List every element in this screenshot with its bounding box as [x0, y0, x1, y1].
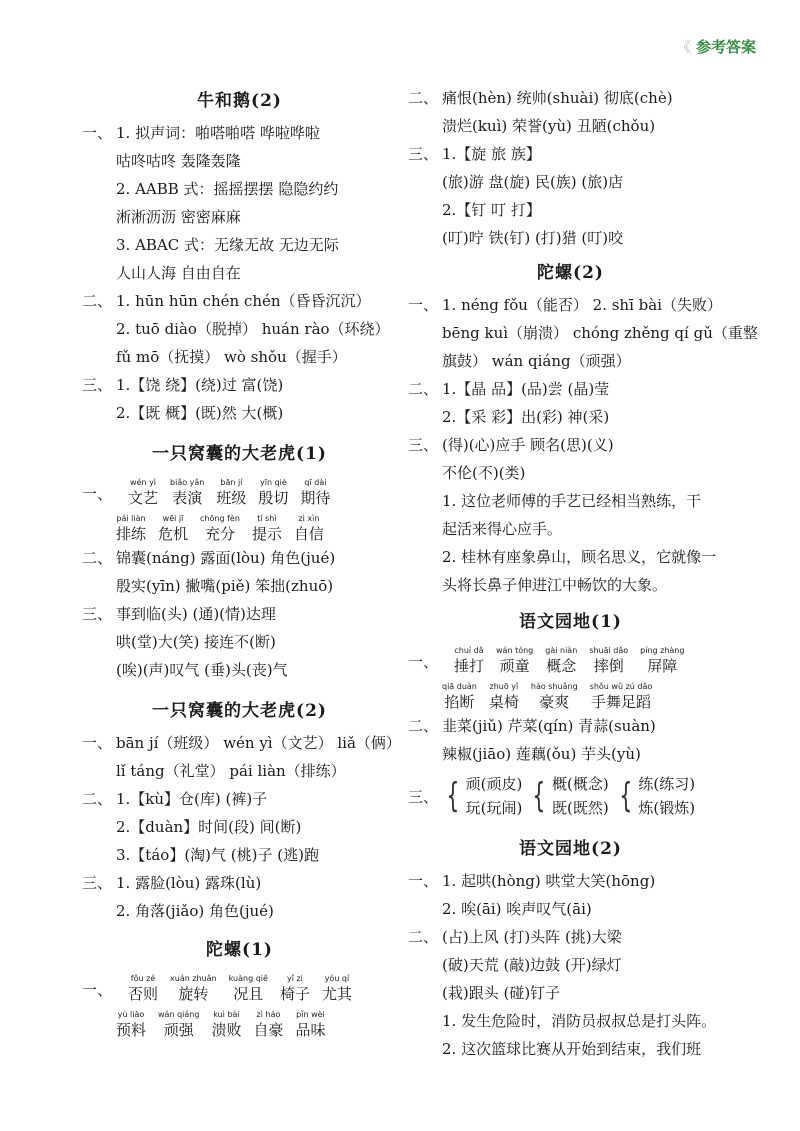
answer-line — [408, 431, 733, 459]
hanzi-word: 况且 — [233, 985, 264, 1003]
brace-item: 练(练习) — [638, 775, 696, 793]
pinyin: fǒu zé — [130, 974, 156, 983]
answer-text: 3. ABAC 式：无缘无故 无边无际 — [116, 236, 339, 254]
answer-line — [408, 112, 733, 140]
answer-line — [408, 84, 733, 112]
pinyin: wén yì — [129, 478, 157, 487]
question-number: 二、 — [408, 89, 439, 107]
answer-line — [408, 291, 733, 319]
answer-text: (旅)游 盘(旋) 民(族) (旅)店 — [442, 173, 624, 191]
pinyin: kuàng qiě — [228, 974, 268, 983]
question-number: 三、 — [82, 605, 113, 623]
pinyin-word — [531, 682, 578, 712]
brace-item: 顽(顽皮) — [465, 775, 523, 793]
answer-line — [408, 347, 733, 375]
section-title: 一只窝囊的大老虎(2) — [152, 701, 327, 721]
pinyin: pái liàn — [116, 514, 146, 523]
answer-line — [408, 224, 733, 252]
answer-list — [408, 84, 733, 252]
pinyin-word — [496, 646, 533, 676]
question-number: 一、 — [408, 653, 439, 671]
answer-line — [408, 1035, 733, 1063]
hanzi-word: 班级 — [216, 489, 247, 507]
pinyin: yù liào — [117, 1010, 145, 1019]
answer-line — [408, 740, 733, 768]
answer-text: 1.【晶 品】(品)尝 (晶)莹 — [442, 380, 610, 398]
question-number: 一、 — [82, 124, 113, 142]
answer-line — [408, 923, 733, 951]
hanzi-word: 提示 — [251, 525, 282, 543]
answer-list — [82, 119, 397, 427]
hanzi-word: 自豪 — [253, 1021, 284, 1039]
pinyin-word — [216, 478, 246, 508]
hanzi-word: 旋转 — [178, 985, 209, 1003]
pinyin: chuí dǎ — [454, 646, 484, 655]
answer-text: 1. 拟声词：啪嗒啪嗒 哗啦哗啦 — [116, 124, 320, 142]
answer-list — [82, 729, 401, 925]
answer-line — [82, 628, 397, 656]
answer-text: 2.【duàn】时间(段) 间(断) — [116, 818, 302, 836]
answer-text: 辣椒(jiāo) 莲藕(ǒu) 芋头(yù) — [442, 745, 641, 763]
hanzi-word: 充分 — [204, 525, 235, 543]
answer-text: 2. 桂林有座象鼻山，顾名思义，它就像一 — [442, 548, 717, 566]
pinyin: kuì bài — [213, 1010, 240, 1019]
answer-line — [408, 140, 733, 168]
brace-group — [615, 770, 695, 822]
hanzi-word: 溃败 — [211, 1021, 242, 1039]
answer-text: lǐ táng（礼堂） pái liàn（排练） — [116, 762, 346, 780]
pinyin-word — [116, 1010, 146, 1040]
pinyin: wán qiáng — [158, 1010, 200, 1019]
left-column — [82, 80, 401, 1040]
brace-icon: { — [619, 776, 633, 816]
answer-line — [408, 543, 733, 571]
pinyin-word — [300, 478, 330, 508]
hanzi-word: 顽强 — [163, 1021, 194, 1039]
answer-text: 韭菜(jiǔ) 芹菜(qín) 青蒜(suàn) — [442, 717, 656, 735]
answer-text: 3.【táo】(淘)气 (桃)子 (逃)跑 — [116, 846, 319, 864]
answer-text: bān jí（班级） wén yì（文艺） liǎ（俩） — [116, 734, 401, 752]
answer-line — [82, 869, 397, 897]
hanzi-word: 预料 — [116, 1021, 147, 1039]
answer-line — [82, 259, 397, 287]
answer-line — [408, 487, 733, 515]
answer-line — [82, 656, 397, 684]
pinyin-word — [545, 646, 577, 676]
brace-icon: { — [446, 776, 460, 816]
pinyin-word — [211, 1010, 241, 1040]
hanzi-word: 捶打 — [454, 657, 485, 675]
answer-text: 1. 发生危险时，消防员叔叔总是打头阵。 — [442, 1012, 717, 1030]
answer-line — [408, 196, 733, 224]
pinyin-row — [408, 676, 733, 712]
pinyin: wēi jī — [162, 514, 184, 523]
question-number: 一、 — [82, 734, 113, 752]
pinyin: biǎo yǎn — [170, 478, 205, 487]
question-number: 一、 — [408, 296, 439, 314]
answer-line — [82, 757, 397, 785]
answer-line — [408, 319, 758, 347]
answer-text: 2. 这次篮球比赛从开始到结束，我们班 — [442, 1040, 702, 1058]
section-title: 牛和鹅(2) — [197, 91, 282, 111]
answer-line — [82, 231, 397, 259]
answer-text: 1. 这位老师傅的手艺已经相当熟练，干 — [442, 492, 702, 510]
pinyin: zì xìn — [298, 514, 320, 523]
pinyin-word — [170, 478, 204, 508]
answer-line — [82, 785, 397, 813]
page-header — [676, 36, 756, 57]
pinyin-word — [258, 478, 288, 508]
answer-list — [82, 544, 397, 684]
pinyin: qiā duàn — [442, 682, 477, 691]
answer-text: 锦囊(náng) 露面(lòu) 角色(jué) — [116, 549, 336, 567]
pinyin-row — [82, 472, 397, 508]
hanzi-word: 概念 — [546, 657, 577, 675]
answer-line — [82, 287, 397, 315]
hanzi-word: 危机 — [158, 525, 189, 543]
answer-line — [82, 813, 397, 841]
hanzi-word: 品味 — [295, 1021, 326, 1039]
pinyin: tí shì — [257, 514, 277, 523]
answer-text: 2. 唉(āi) 唉声叹气(āi) — [442, 900, 592, 918]
answer-line — [82, 399, 397, 427]
question-number: 三、 — [408, 145, 439, 163]
brace-item: 炼(锻炼) — [638, 799, 696, 817]
answer-text: 痛恨(hèn) 统帅(shuài) 彻底(chè) — [442, 89, 673, 107]
hanzi-word: 手舞足蹈 — [590, 693, 651, 711]
answer-text: (唉)(声)叹气 (垂)头(丧)气 — [116, 661, 288, 679]
answer-text: 咕咚咕咚 轰隆轰隆 — [116, 152, 241, 170]
answer-text: 1. hūn hūn chén chén（昏昏沉沉） — [116, 292, 371, 310]
answer-line — [408, 571, 733, 599]
section-title: 陀螺(1) — [206, 940, 273, 960]
answer-text: 事到临(头) (通)(情)达理 — [116, 605, 276, 623]
answer-text: 2.【既 概】(既)然 大(概) — [116, 404, 284, 422]
back-arrow-icon: 《 — [675, 38, 691, 56]
answer-list — [408, 867, 733, 1063]
pinyin-word — [454, 646, 484, 676]
hanzi-word: 屏障 — [647, 657, 678, 675]
question-number: 三、 — [82, 376, 113, 394]
answer-line — [408, 1007, 733, 1035]
answer-line — [82, 572, 397, 600]
pinyin-word — [128, 974, 158, 1004]
hanzi-word: 期待 — [300, 489, 331, 507]
pinyin-row — [408, 640, 733, 676]
pinyin-word — [253, 1010, 283, 1040]
hanzi-word: 文艺 — [128, 489, 159, 507]
pinyin-row — [82, 1004, 397, 1040]
hanzi-word: 桌椅 — [488, 693, 519, 711]
answer-text: 淅淅沥沥 密密麻麻 — [116, 208, 241, 226]
question-number: 三、 — [408, 436, 439, 454]
brace-icon: { — [532, 776, 546, 816]
hanzi-word: 表演 — [172, 489, 203, 507]
pinyin: pǐn wèi — [296, 1010, 325, 1019]
answer-line — [408, 515, 733, 543]
question-number: 一、 — [82, 981, 113, 999]
pinyin-word — [640, 646, 684, 676]
question-number: 二、 — [82, 790, 113, 808]
pinyin-word — [590, 682, 653, 712]
hanzi-word: 豪爽 — [539, 693, 570, 711]
hanzi-word: 顽童 — [499, 657, 530, 675]
answer-line — [408, 979, 733, 1007]
answer-line — [408, 895, 733, 923]
pinyin: yǐ zi — [286, 974, 303, 983]
answer-line — [408, 403, 733, 431]
pinyin-word — [170, 974, 217, 1004]
pinyin: qī dài — [304, 478, 327, 487]
pinyin-word — [489, 682, 519, 712]
pinyin-word — [295, 1010, 325, 1040]
answer-line — [82, 371, 397, 399]
pinyin-word — [442, 682, 477, 712]
answer-line — [408, 375, 733, 403]
pinyin: xuán zhuǎn — [170, 974, 217, 983]
question-number: 二、 — [408, 928, 439, 946]
hanzi-word: 自信 — [293, 525, 324, 543]
answer-text: (得)(心)应手 顾名(思)(义) — [442, 436, 614, 454]
pinyin-word — [158, 514, 188, 544]
pinyin: shǒu wǔ zú dǎo — [589, 682, 653, 691]
answer-line — [82, 203, 397, 231]
hanzi-word: 排练 — [116, 525, 147, 543]
answer-line — [82, 841, 397, 869]
answer-text: 起活来得心应手。 — [442, 520, 563, 538]
brace-answer-block — [408, 768, 733, 824]
pinyin-word — [322, 974, 352, 1004]
pinyin-row — [82, 508, 397, 544]
hanzi-word: 掐断 — [444, 693, 475, 711]
answer-line — [408, 951, 733, 979]
answer-line — [408, 168, 733, 196]
answer-line — [82, 175, 397, 203]
answer-text: bēng kuì（崩溃） chóng zhěng qí gǔ（重整 — [442, 324, 758, 342]
pinyin-word — [116, 514, 146, 544]
pinyin: píng zhàng — [640, 646, 685, 655]
brace-group — [442, 770, 522, 822]
answer-text: (占)上风 (打)头阵 (挑)大梁 — [442, 928, 622, 946]
pinyin: yīn qiè — [260, 478, 287, 487]
answer-line — [82, 119, 397, 147]
answer-text: 2. 角落(jiǎo) 角色(jué) — [116, 902, 274, 920]
pinyin: wán tóng — [496, 646, 534, 655]
answer-line — [82, 147, 397, 175]
pinyin: chōng fèn — [200, 514, 240, 523]
answer-text: 1.【kù】仓(库) (裤)子 — [116, 790, 268, 808]
question-number: 三、 — [82, 874, 113, 892]
answer-line — [82, 897, 397, 925]
answer-text: 1. néng fǒu（能否） 2. shī bài（失败） — [442, 296, 723, 314]
brace-item: 概(概念) — [552, 775, 609, 793]
question-number: 一、 — [408, 872, 439, 890]
answer-text: (栽)跟头 (碰)钉子 — [442, 984, 561, 1002]
hanzi-word: 摔倒 — [593, 657, 624, 675]
question-number: 二、 — [408, 717, 439, 735]
question-number: 一、 — [82, 485, 113, 503]
pinyin-word — [252, 514, 282, 544]
right-column — [408, 80, 758, 1063]
answer-text: fǔ mō（抚摸） wò shǒu（握手） — [116, 348, 347, 366]
hanzi-word: 殷切 — [258, 489, 289, 507]
answer-line — [82, 343, 397, 371]
section-title: 语文园地(2) — [519, 839, 622, 859]
answer-text: 哄(堂)大(笑) 接连不(断) — [116, 633, 276, 651]
hanzi-word: 椅子 — [279, 985, 310, 1003]
answer-text: 旗鼓） wán qiáng（顽强） — [442, 352, 631, 370]
header-title: 参考答案 — [695, 38, 756, 56]
pinyin: bān jí — [220, 478, 243, 487]
answer-text: 殷实(yīn) 撇嘴(piě) 笨拙(zhuō) — [116, 577, 334, 595]
pinyin-word — [158, 1010, 199, 1040]
brace-item: 玩(玩闹) — [465, 799, 523, 817]
answer-text: 1. 露脸(lòu) 露珠(lù) — [116, 874, 262, 892]
answer-text: 1.【饶 绕】(绕)过 富(饶) — [116, 376, 284, 394]
answer-text: 2.【采 彩】出(彩) 神(采) — [442, 408, 610, 426]
pinyin-word — [589, 646, 628, 676]
question-number: 二、 — [82, 549, 113, 567]
hanzi-word: 尤其 — [321, 985, 352, 1003]
answer-line — [82, 315, 397, 343]
answer-text: 头将长鼻子伸进江中畅饮的大象。 — [442, 576, 668, 594]
answer-text: 人山人海 自由自在 — [116, 264, 241, 282]
pinyin-word — [294, 514, 324, 544]
question-number: 二、 — [408, 380, 439, 398]
brace-item: 既(既然) — [552, 799, 609, 817]
pinyin-word — [128, 478, 158, 508]
answer-text: 溃烂(kuì) 荣誉(yù) 丑陋(chǒu) — [442, 117, 656, 135]
pinyin: yóu qí — [324, 974, 350, 983]
answer-text: (破)天荒 (敲)边鼓 (开)绿灯 — [442, 956, 622, 974]
pinyin: zhuō yǐ — [489, 682, 519, 691]
pinyin: gài niàn — [545, 646, 578, 655]
answer-line — [408, 867, 733, 895]
hanzi-word: 否则 — [128, 985, 159, 1003]
question-number: 二、 — [82, 292, 113, 310]
pinyin: zì háo — [256, 1010, 281, 1019]
answer-text: 2. AABB 式：摇摇摆摆 隐隐约约 — [116, 180, 339, 198]
answer-text: (叮)咛 铁(钉) (打)猎 (叮)咬 — [442, 229, 624, 247]
answer-line — [408, 712, 733, 740]
pinyin: háo shuǎng — [530, 682, 578, 691]
pinyin-word — [200, 514, 240, 544]
brace-group — [528, 770, 608, 822]
answer-text: 不伦(不)(类) — [442, 464, 526, 482]
answer-line — [82, 729, 401, 757]
answer-text: 2. tuō diào（脱掉） huán rào（环绕） — [116, 320, 390, 338]
section-title: 陀螺(2) — [537, 263, 604, 283]
answer-text: 1. 起哄(hòng) 哄堂大笑(hōng) — [442, 872, 656, 890]
pinyin: shuāi dǎo — [589, 646, 629, 655]
answer-text: 1.【旋 旅 族】 — [442, 145, 541, 163]
answer-list — [408, 712, 733, 768]
answer-list — [408, 291, 758, 599]
section-title: 一只窝囊的大老虎(1) — [152, 444, 327, 464]
section-title: 语文园地(1) — [519, 612, 622, 632]
answer-text: 2.【钉 叮 打】 — [442, 201, 541, 219]
question-number: 三、 — [408, 787, 439, 806]
pinyin-word — [280, 974, 310, 1004]
answer-line — [82, 544, 397, 572]
pinyin-row — [82, 968, 397, 1004]
answer-line — [408, 459, 733, 487]
pinyin-word — [229, 974, 268, 1004]
answer-line — [82, 600, 397, 628]
